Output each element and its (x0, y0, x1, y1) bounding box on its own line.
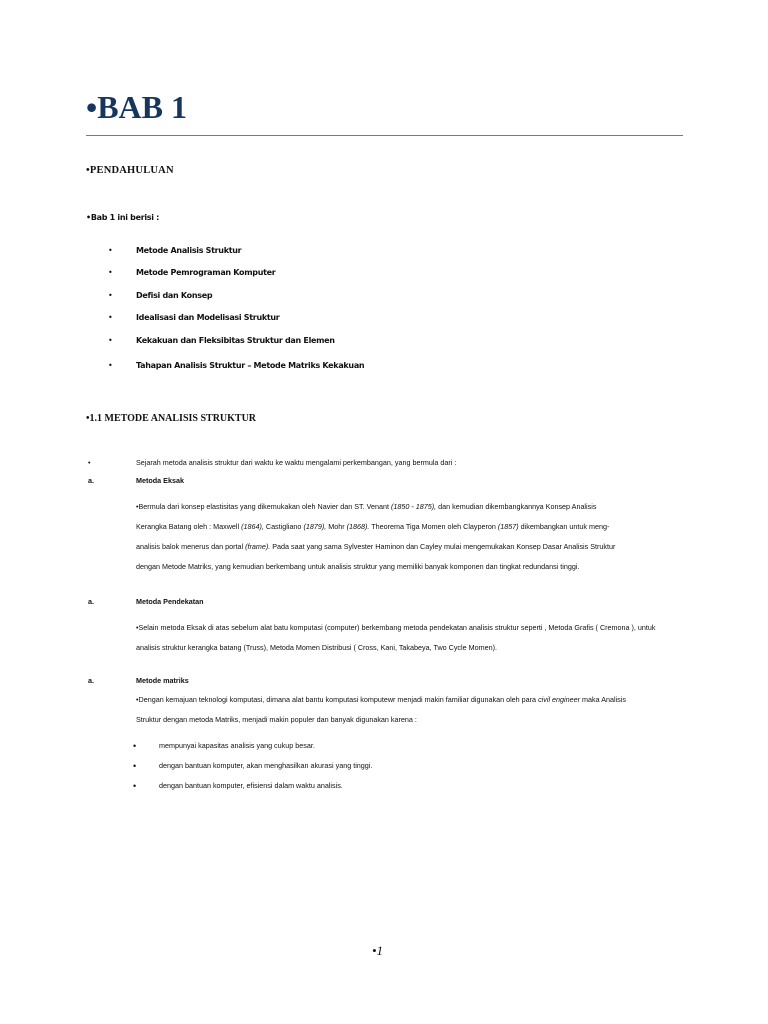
chapter-intro: •Bab 1 ini berisi : (86, 213, 160, 222)
paragraph-line: •Selain metoda Eksak di atas sebelum alat batu komputasi (computer) berkembang metoda pendekatan analisis struktur seperti , Metoda Grafis ( Cremona ), untuk (136, 623, 656, 632)
item-label: a. (88, 597, 94, 606)
reasons-list (133, 741, 372, 801)
bullet-icon: • (108, 360, 113, 370)
item-paragraph (136, 690, 679, 730)
contents-item (108, 291, 364, 301)
bullet-icon: • (108, 335, 113, 345)
bullet-icon: • (108, 246, 113, 255)
contents-item (108, 361, 364, 371)
reason-item (133, 741, 372, 751)
contents-item (108, 336, 364, 346)
page-number: •1 (372, 943, 384, 958)
bullet-icon: • (108, 290, 113, 300)
paragraph-line: Struktur dengan metoda Matriks, menjadi makin populer dan banyak digunakan karena : (136, 715, 417, 724)
reason-item (133, 761, 372, 771)
contents-item (108, 268, 364, 278)
paragraph-line: dengan Metode Matriks, yang kemudian berkembang untuk analisis struktur yang memiliki banyak komponen dan tingkat redundansi tinggi. (136, 562, 580, 571)
paragraph-line: analisis struktur kerangka batang (Truss), Metoda Momen Distribusi ( Cross, Kani, Takabeya, Two Cycle Momen). (136, 643, 497, 652)
contents-item-label: Idealisasi dan Modelisasi Struktur (136, 313, 280, 323)
reason-text: mempunyai kapasitas analisis yang cukup besar. (159, 741, 315, 750)
contents-item (108, 246, 364, 256)
chapter-title: •BAB 1 (86, 89, 187, 125)
bullet-icon: • (133, 741, 137, 751)
item-label: a. (88, 676, 94, 685)
reason-text: dengan bantuan komputer, akan menghasilkan akurasi yang tinggi. (159, 761, 373, 770)
paragraph-line: analisis balok menerus dan portal (frame). Pada saat yang sama Sylvester Haminon dan Cayley mulai mengemukakan Konsep Dasar Analisis Struktur (136, 542, 616, 551)
item-paragraph (136, 497, 679, 577)
paragraph-line: •Dengan kemajuan teknologi komputasi, dimana alat bantu komputasi komputewr menjadi makin familiar digunakan oleh para civil engineer maka Analisis (136, 695, 626, 704)
paragraph-line: Kerangka Batang oleh : Maxwell (1864), Castigliano (1879), Mohr (1868). Theorema Tiga Momen oleh Clayperon (1857) dikembangkan untuk meng- (136, 522, 610, 531)
item-heading: Metoda Eksak (136, 476, 184, 485)
item-heading: Metoda Pendekatan (136, 597, 204, 606)
bullet-icon: • (133, 781, 137, 791)
chapter-subtitle: •PENDAHULUAN (86, 165, 174, 176)
lead-bullet: • (88, 458, 91, 467)
title-underline (86, 135, 683, 136)
bullet-icon: • (133, 761, 137, 771)
item-label: a. (88, 476, 94, 485)
item-heading: Metode matriks (136, 676, 189, 685)
contents-item-label: Metode Analisis Struktur (136, 246, 242, 255)
contents-item (108, 313, 364, 323)
chapter-contents-list (108, 246, 364, 383)
contents-item-label: Kekakuan dan Fleksibitas Struktur dan Elemen (136, 335, 335, 345)
contents-item-label: Metode Pemrograman Komputer (136, 268, 276, 278)
section-heading: •1.1 METODE ANALISIS STRUKTUR (86, 413, 257, 424)
item-paragraph (136, 618, 679, 658)
reason-item (133, 781, 372, 791)
contents-item-label: Defisi dan Konsep (136, 290, 213, 300)
bullet-icon: • (108, 313, 113, 323)
bullet-icon: • (108, 268, 113, 278)
reason-text: dengan bantuan komputer, efisiensi dalam waktu analisis. (159, 781, 343, 790)
lead-text: Sejarah metoda analisis struktur dari waktu ke waktu mengalami perkembangan, yang bermula dari : (136, 458, 457, 467)
contents-item-label: Tahapan Analisis Struktur – Metode Matriks Kekakuan (136, 360, 365, 370)
paragraph-line: •Bermula dari konsep elastisitas yang dikemukakan oleh Navier dan ST. Venant (1850 - 1875), dan kemudian dikembangkannya Konsep Analisis (136, 502, 597, 511)
